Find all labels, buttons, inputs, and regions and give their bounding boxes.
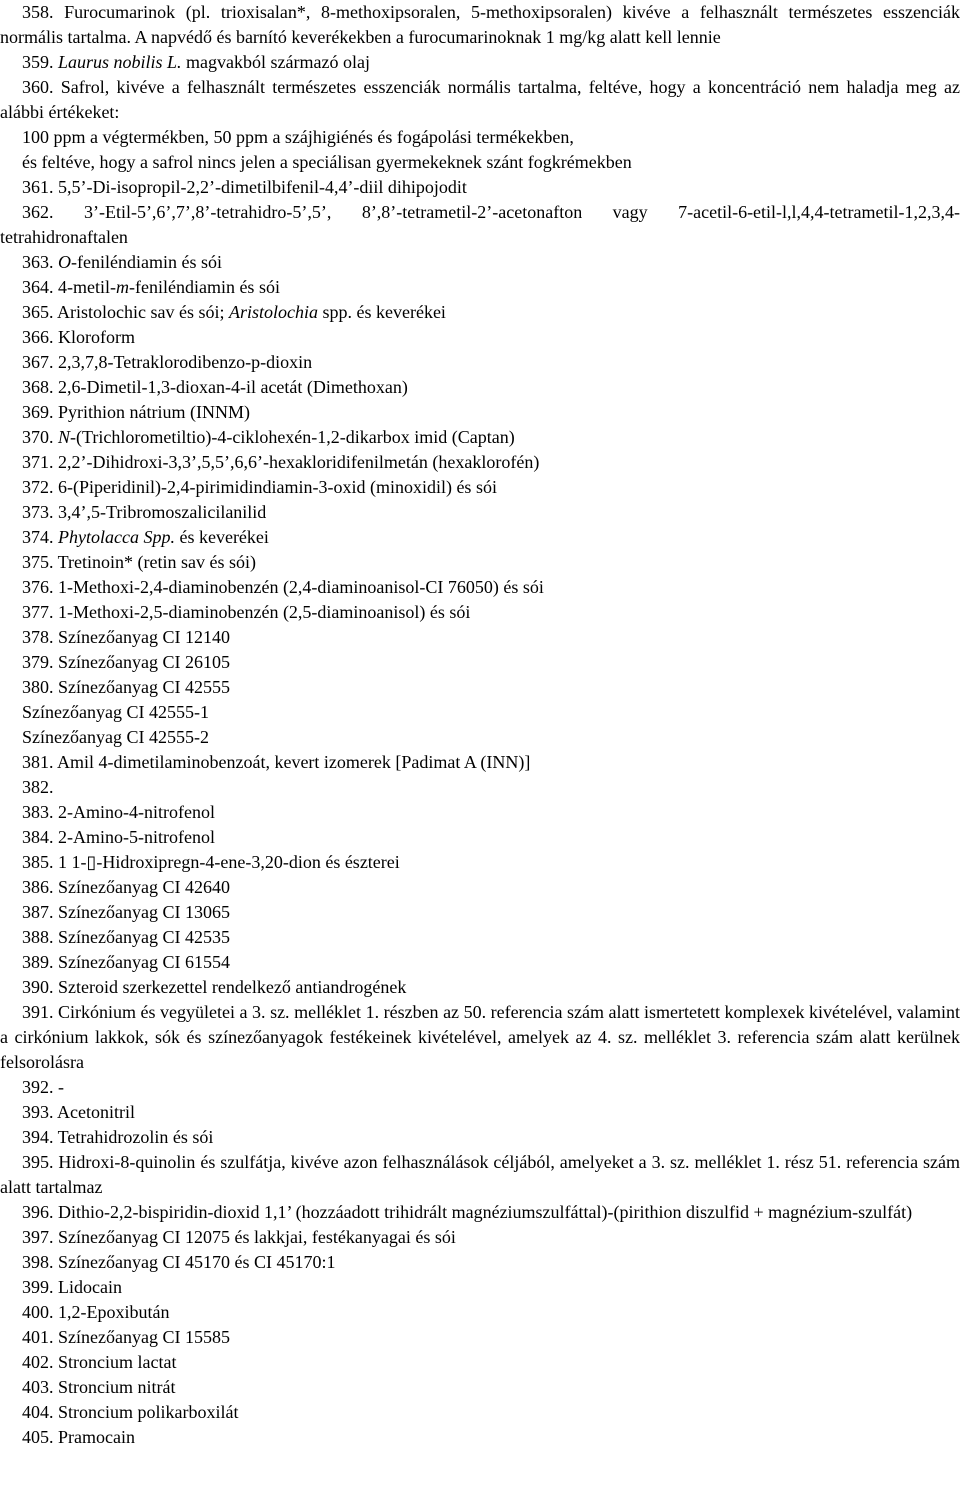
list-item <box>0 350 960 375</box>
item-text: 372. 6-(Piperidinil)-2,4-pirimidindiamin-3-oxid (minoxidil) és sói <box>22 477 497 497</box>
italic-text: O <box>58 252 71 272</box>
item-text: 403. Stroncium nitrát <box>22 1377 176 1397</box>
item-text: magvakból származó olaj <box>181 52 370 72</box>
item-text: 392. - <box>22 1077 64 1097</box>
item-text: 395. Hidroxi-8-quinolin és szulfátja, kivéve azon felhasználások céljából, amelyeket a 3. sz. melléklet 1. rész 51. referencia szám alatt tartalmaz <box>0 1152 960 1197</box>
item-text: 394. Tetrahidrozolin és sói <box>22 1127 214 1147</box>
list-item <box>0 500 960 525</box>
list-item <box>0 925 960 950</box>
item-text: 359. <box>22 52 58 72</box>
item-text: 398. Színezőanyag CI 45170 és CI 45170:1 <box>22 1252 336 1272</box>
list-item <box>0 325 960 350</box>
item-text: 382. <box>22 777 54 797</box>
list-item <box>0 850 960 875</box>
list-item <box>0 1350 960 1375</box>
list-item <box>0 275 960 300</box>
list-item <box>0 525 960 550</box>
list-item <box>0 200 960 250</box>
list-item <box>0 1000 960 1075</box>
list-item <box>0 900 960 925</box>
item-text: spp. és keverékei <box>317 302 446 322</box>
item-text: Színezőanyag CI 42555-1 <box>22 702 209 722</box>
list-item <box>0 125 960 150</box>
list-item <box>0 175 960 200</box>
item-text: 387. Színezőanyag CI 13065 <box>22 902 230 922</box>
italic-text: Laurus nobilis L. <box>58 52 182 72</box>
item-text: 365. Aristolochic sav és sói; <box>22 302 229 322</box>
list-item <box>0 1075 960 1100</box>
item-text: 373. 3,4’,5-Tribromoszalicilanilid <box>22 502 267 522</box>
item-text: 388. Színezőanyag CI 42535 <box>22 927 230 947</box>
item-text: 391. Cirkónium és vegyületei a 3. sz. melléklet 1. részben az 50. referencia szám alatt ismertetett komplexek kivételével, valamint a cirkónium lakkok, sók és színezőanyagok festékeinek kivételével, amelyek az 4. sz. melléklet 3. referencia szám alatt kerülnek felsorolásra <box>0 1002 960 1072</box>
item-text: 393. Acetonitril <box>22 1102 135 1122</box>
item-text: 376. 1-Methoxi-2,4-diaminobenzén (2,4-diaminoanisol-CI 76050) és sói <box>22 577 544 597</box>
list-item <box>0 1325 960 1350</box>
item-text: 383. 2-Amino-4-nitrofenol <box>22 802 215 822</box>
item-text: 386. Színezőanyag CI 42640 <box>22 877 230 897</box>
list-item <box>0 1250 960 1275</box>
list-item <box>0 150 960 175</box>
list-item <box>0 1225 960 1250</box>
item-text: 375. Tretinoin* (retin sav és sói) <box>22 552 256 572</box>
item-text: Színezőanyag CI 42555-2 <box>22 727 209 747</box>
item-text: -feniléndiamin és sói <box>128 277 280 297</box>
list-item <box>0 625 960 650</box>
list-item <box>0 775 960 800</box>
list-item <box>0 1300 960 1325</box>
list-item <box>0 300 960 325</box>
item-text: 405. Pramocain <box>22 1427 135 1447</box>
list-item <box>0 75 960 125</box>
item-text: 371. 2,2’-Dihidroxi-3,3’,5,5’,6,6’-hexakloridifenilmetán (hexaklorofén) <box>22 452 540 472</box>
item-text: 369. Pyrithion nátrium (INNM) <box>22 402 250 422</box>
item-text: 401. Színezőanyag CI 15585 <box>22 1327 230 1347</box>
italic-text: m <box>115 277 129 297</box>
item-text: -feniléndiamin és sói <box>71 252 222 272</box>
list-item <box>0 1150 960 1200</box>
item-text: 100 ppm a végtermékben, 50 ppm a szájhigiénés és fogápolási termékekben, <box>22 127 574 147</box>
item-text: 396. Dithio-2,2-bispiridin-dioxid 1,1’ (hozzáadott trihidrált magnéziumszulfáttal)-(pirithion diszulfid + magnézium-szulfát) <box>22 1202 913 1222</box>
item-text: 360. Safrol, kivéve a felhasznált természetes esszenciák normális tartalma, feltéve, hogy a koncentráció nem haladja meg az alábbi értékeket: <box>0 77 960 122</box>
list-item <box>0 1100 960 1125</box>
item-text: 364. 4-metil- <box>22 277 116 297</box>
item-text: 384. 2-Amino-5-nitrofenol <box>22 827 215 847</box>
item-text: 366. Kloroform <box>22 327 135 347</box>
italic-text: Phytolacca Spp. <box>58 527 175 547</box>
item-text: 362. 3’-Etil-5’,6’,7’,8’-tetrahidro-5’,5’, 8’,8’-tetrametil-2’-acetonafton vagy 7-acetil-6-etil-l,l,4,4-tetrametil-1,2,3,4-tetrahidronaftalen <box>0 202 960 247</box>
list-item <box>0 1275 960 1300</box>
list-item <box>0 700 960 725</box>
item-text: 399. Lidocain <box>22 1277 122 1297</box>
item-text: 363. <box>22 252 58 272</box>
item-text: 381. Amil 4-dimetilaminobenzoát, kevert izomerek [Padimat A (INN)] <box>22 752 531 772</box>
item-text: 368. 2,6-Dimetil-1,3-dioxan-4-il acetát (Dimethoxan) <box>22 377 408 397</box>
list-item <box>0 450 960 475</box>
list-item <box>0 875 960 900</box>
item-text: 377. 1-Methoxi-2,5-diaminobenzén (2,5-diaminoanisol) és sói <box>22 602 471 622</box>
list-item <box>0 800 960 825</box>
list-item <box>0 725 960 750</box>
item-text: 370. <box>22 427 58 447</box>
list-item <box>0 650 960 675</box>
item-text: 400. 1,2-Epoxibután <box>22 1302 170 1322</box>
item-text: 390. Szteroid szerkezettel rendelkező antiandrogének <box>22 977 407 997</box>
item-text: 361. 5,5’-Di-isopropil-2,2’-dimetilbifenil-4,4’-diil dihipojodit <box>22 177 467 197</box>
item-text: 379. Színezőanyag CI 26105 <box>22 652 230 672</box>
italic-text: Aristolochia <box>228 302 318 322</box>
item-text: 380. Színezőanyag CI 42555 <box>22 677 230 697</box>
list-item <box>0 1400 960 1425</box>
item-text: 397. Színezőanyag CI 12075 és lakkjai, festékanyagai és sói <box>22 1227 456 1247</box>
list-item <box>0 825 960 850</box>
list-item <box>0 475 960 500</box>
item-text: és feltéve, hogy a safrol nincs jelen a speciálisan gyermekeknek szánt fogkrémekben <box>22 152 632 172</box>
list-item <box>0 1425 960 1450</box>
item-text: 385. 1 1-▯-Hidroxipregn-4-ene-3,20-dion és észterei <box>22 852 400 872</box>
item-text: 378. Színezőanyag CI 12140 <box>22 627 230 647</box>
list-item <box>0 1125 960 1150</box>
item-text: 389. Színezőanyag CI 61554 <box>22 952 230 972</box>
list-item <box>0 575 960 600</box>
item-text: 402. Stroncium lactat <box>22 1352 177 1372</box>
list-item <box>0 425 960 450</box>
list-item <box>0 0 960 50</box>
list-item <box>0 750 960 775</box>
list-item <box>0 550 960 575</box>
list-item <box>0 600 960 625</box>
italic-text: N <box>58 427 71 447</box>
item-text: 374. <box>22 527 58 547</box>
list-item <box>0 975 960 1000</box>
list-item <box>0 1200 960 1225</box>
list-item <box>0 1375 960 1400</box>
item-text: 404. Stroncium polikarboxilát <box>22 1402 239 1422</box>
list-item <box>0 950 960 975</box>
list-item <box>0 375 960 400</box>
item-text: -(Trichlorometiltio)-4-ciklohexén-1,2-dikarbox imid (Captan) <box>70 427 515 447</box>
item-text: 358. Furocumarinok (pl. trioxisalan*, 8-methoxipsoralen, 5-methoxipsoralen) kivéve a felhasznált természetes esszenciák normális tartalma. A napvédő és barnító keverékekben a furocumarinoknak 1 mg/kg alatt kell lennie <box>0 2 960 47</box>
list-item <box>0 675 960 700</box>
item-text: és keverékei <box>174 527 269 547</box>
item-text: 367. 2,3,7,8-Tetraklorodibenzo-p-dioxin <box>22 352 313 372</box>
list-item <box>0 400 960 425</box>
list-item <box>0 250 960 275</box>
list-item <box>0 50 960 75</box>
